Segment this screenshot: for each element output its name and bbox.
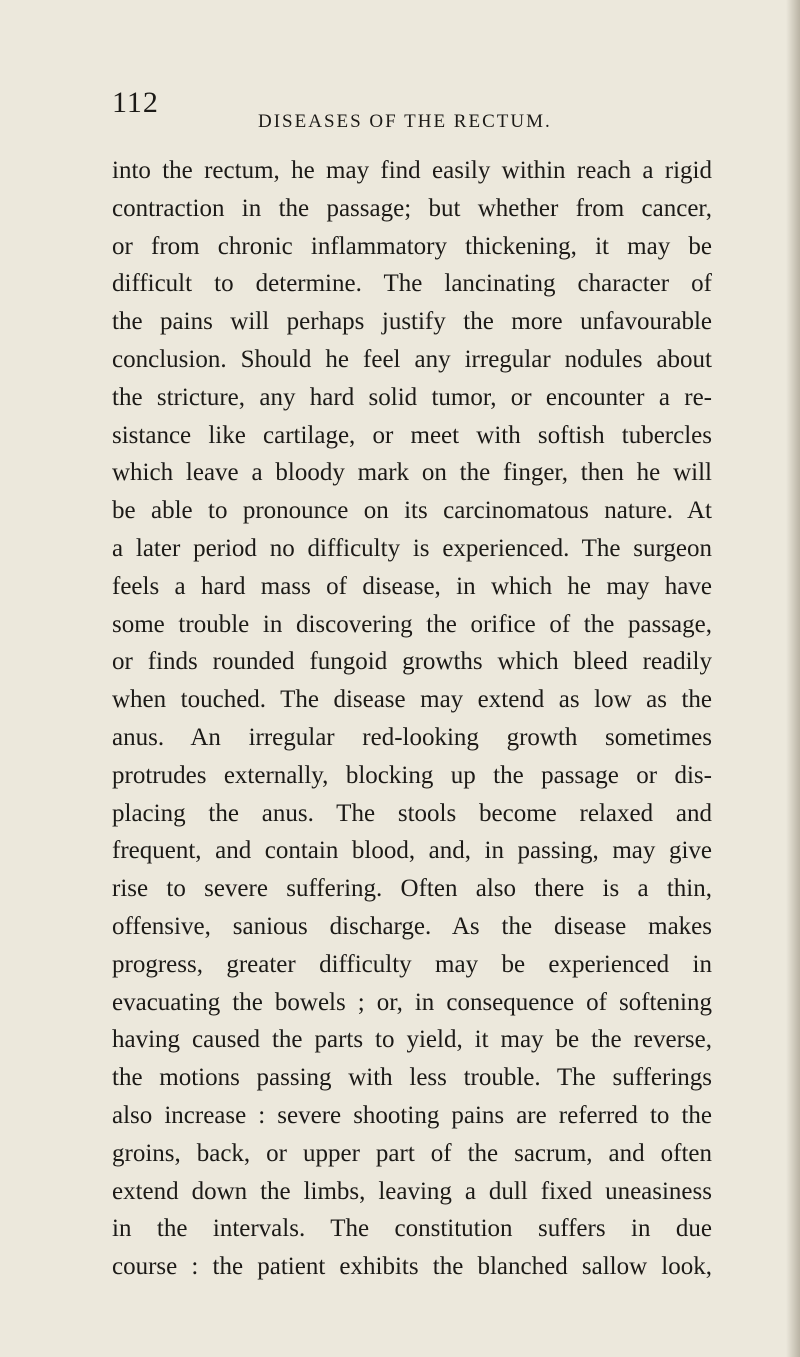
text-line: into the rectum, he may find easily within reach a rigid bbox=[112, 157, 712, 184]
text-line: in the intervals. The constitution suffers in due bbox=[112, 1215, 712, 1243]
page-number: 112 bbox=[112, 86, 159, 119]
page-edge-shadow bbox=[786, 0, 800, 1357]
text-line: contraction in the passage; but whether from cancer, bbox=[112, 194, 712, 222]
text-line: evacuating the bowels ; or, in consequence of softening bbox=[112, 988, 712, 1016]
running-head: DISEASES OF THE RECTUM. bbox=[258, 111, 552, 132]
text-line: difficult to determine. The lancinating character of bbox=[112, 270, 712, 298]
text-line: the stricture, any hard solid tumor, or encounter a re- bbox=[112, 383, 712, 411]
text-line: some trouble in discovering the orifice of the passage, bbox=[112, 610, 712, 638]
text-line: which leave a bloody mark on the finger, then he will bbox=[112, 459, 712, 487]
text-line: rise to severe suffering. Often also there is a thin, bbox=[112, 875, 712, 903]
text-line: sistance like cartilage, or meet with softish tubercles bbox=[112, 421, 712, 449]
text-line: protrudes externally, blocking up the passage or dis- bbox=[112, 761, 712, 789]
text-line: or from chronic inflammatory thickening, it may be bbox=[112, 232, 712, 260]
text-line: a later period no difficulty is experienced. The surgeon bbox=[112, 534, 712, 562]
text-line: the pains will perhaps justify the more unfavourable bbox=[112, 308, 712, 336]
text-line: when touched. The disease may extend as low as the bbox=[112, 686, 712, 714]
text-line: the motions passing with less trouble. The sufferings bbox=[112, 1064, 712, 1092]
text-line: feels a hard mass of disease, in which he may have bbox=[112, 572, 712, 600]
text-line: groins, back, or upper part of the sacrum, and often bbox=[112, 1139, 712, 1167]
text-line: progress, greater difficulty may be experienced in bbox=[112, 950, 712, 978]
text-line: having caused the parts to yield, it may be the reverse, bbox=[112, 1026, 712, 1054]
text-line: conclusion. Should he feel any irregular nodules about bbox=[112, 345, 712, 373]
text-line: course : the patient exhibits the blanched sallow look, bbox=[112, 1253, 712, 1281]
text-line: offensive, sanious discharge. As the disease makes bbox=[112, 912, 712, 940]
text-line: frequent, and contain blood, and, in passing, may give bbox=[112, 837, 712, 865]
text-line: or finds rounded fungoid growths which bleed readily bbox=[112, 648, 712, 676]
text-line: placing the anus. The stools become relaxed and bbox=[112, 799, 712, 827]
body-text bbox=[112, 152, 712, 1286]
text-line: also increase : severe shooting pains are referred to the bbox=[112, 1101, 712, 1129]
text-line: be able to pronounce on its carcinomatous nature. At bbox=[112, 497, 712, 525]
text-line: extend down the limbs, leaving a dull fixed uneasiness bbox=[112, 1177, 712, 1205]
text-line: anus. An irregular red-looking growth sometimes bbox=[112, 723, 712, 751]
